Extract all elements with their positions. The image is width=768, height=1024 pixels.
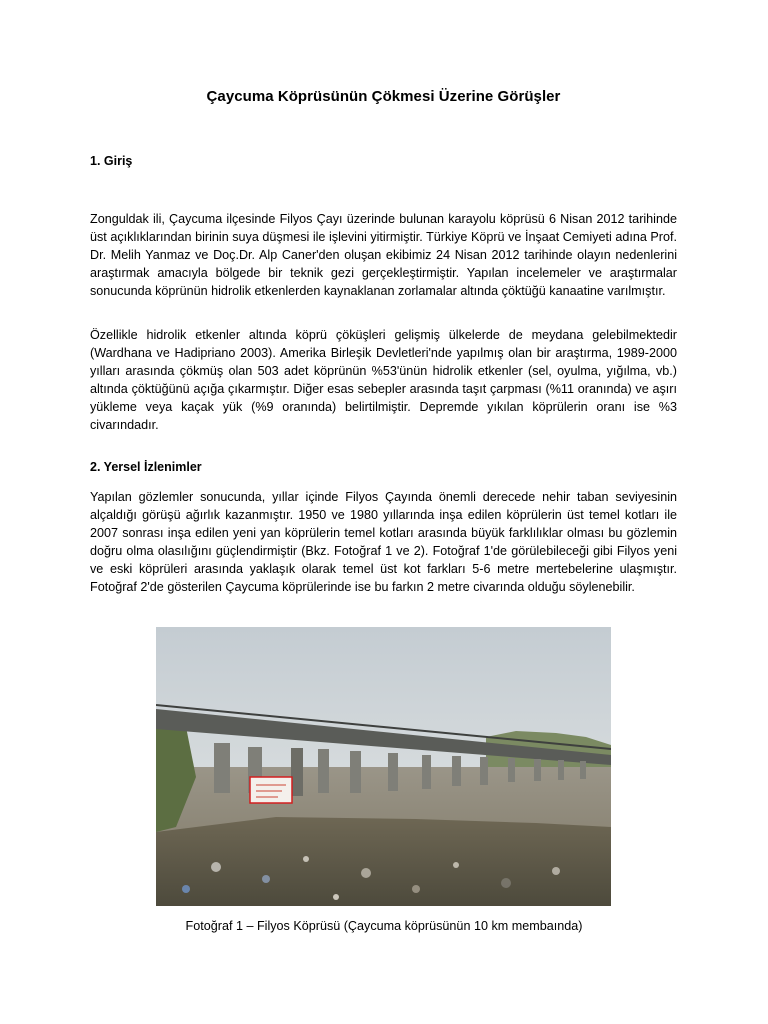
section-heading-observations: 2. Yersel İzlenimler xyxy=(90,460,202,474)
paragraph-intro-1: Zonguldak ili, Çaycuma ilçesinde Filyos Çayı üzerinde bulunan karayolu köprüsü 6 Nisan 2012 tarihinde üst açıklıklarından birinin suya düşmesi ile işlevini yitirmiştir. Türkiye Köprü ve İnşaat Cemiyeti adına Prof. Dr. Melih Yanmaz ve Doç.Dr. Alp Caner'den oluşan ekibimiz 24 Nisan 2012 tarihinde olayın nedenlerini araştırmak amacıyla bölgede bir teknik gezi gerçekleştirmiştir. Yapılan incelemeler ve araştırmalar sonucunda köprünün hidrolik etkenlerden kaynaklanan zorlamalar altında çöktüğü kanaatine varılmıştır. xyxy=(90,212,677,299)
paragraph-observations-1: Yapılan gözlemler sonucunda, yıllar içinde Filyos Çayında önemli derecede nehir taban seviyesinin alçaldığı görüşü ağırlık kazanmıştır. 1950 ve 1980 yıllarında inşa edilen köprülerin üst temel kotları ile 2007 sonrası inşa edilen yeni yan köprülerin temel kotları arasında büyük farklılıklar olması bu gözlemin doğru olma olasılığını güçlendirmiştir (Bkz. Fotoğraf 1 ve 2). Fotoğraf 1'de görülebileceği gibi Filyos yeni ve eski köprüleri arasında yaklaşık olarak temel üst kot farkları 5-6 metre mertebelerine ulaşmıştır. Fotoğraf 2'de gösterilen Çaycuma köprülerinde ise bu farkın 2 metre civarında olduğu söylenebilir. xyxy=(90,490,677,595)
figure-caption: Fotoğraf 1 – Filyos Köprüsü (Çaycuma köprüsünün 10 km membaında) xyxy=(185,919,583,933)
bridge-pier xyxy=(422,755,431,789)
bridge-pier xyxy=(580,761,586,779)
bridge-pier xyxy=(508,758,515,782)
page-title: Çaycuma Köprüsünün Çökmesi Üzerine Görüşler xyxy=(206,88,561,105)
bridge-pier xyxy=(350,751,361,793)
bridge-photo xyxy=(156,627,611,906)
photo-annotation-box xyxy=(250,777,292,803)
bridge-pier xyxy=(318,749,329,793)
bridge-pier xyxy=(480,757,488,785)
bridge-pier xyxy=(534,759,541,781)
photo-foreground-bank xyxy=(156,817,611,906)
bridge-pier xyxy=(214,743,230,793)
section-heading-intro: 1. Giriş xyxy=(90,154,133,168)
bridge-pier xyxy=(291,748,303,796)
paragraph-intro-2: Özellikle hidrolik etkenler altında köprü çöküşleri gelişmiş ülkelerde de meydana gelebilmektedir (Wardhana ve Hadipriano 2003). Amerika Birleşik Devletleri'nde yapılmış olan bir araştırma, 1989-2000 yılları arasında çökmüş olan 503 adet köprünün %53'ünün hidrolik etkenler (sel, oyulma, yığılma, vb.) altında çöktüğünü açığa çıkarmıştır. Diğer esas sebepler arasında taşıt çarpması (%11 oranında) ve aşırı yükleme veya kaçak yük (%9 oranında) belirtilmiştir. Depremde yıkılan köprülerin oranı ise %3 civarındadır. xyxy=(90,328,677,433)
bridge-pier xyxy=(388,753,398,791)
bridge-pier xyxy=(558,760,564,780)
bridge-pier xyxy=(452,756,461,786)
